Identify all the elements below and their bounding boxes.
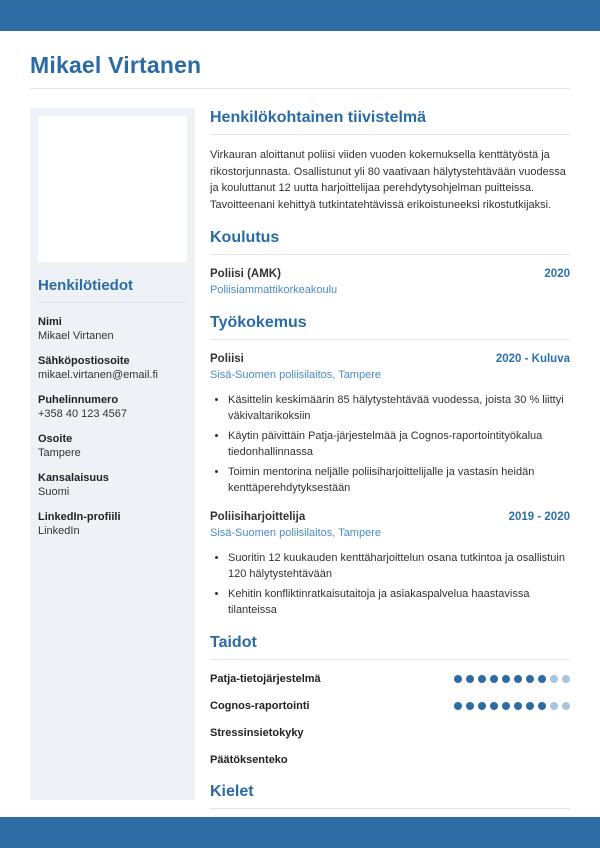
rating-dot xyxy=(478,675,486,683)
section-summary xyxy=(210,109,570,213)
sidebar-fields xyxy=(38,315,187,538)
experience-bullet: • Toimin mentorina neljälle poliisiharjoittelijalle ja vastasin heidän kenttäperehdytyksestään xyxy=(228,464,570,496)
experience-entry xyxy=(210,510,570,618)
experience-bullets xyxy=(210,550,570,618)
skill-row xyxy=(210,699,570,713)
sidebar-field-value: LinkedIn xyxy=(38,525,80,537)
rating-dot xyxy=(562,702,570,710)
sidebar-field-label: Osoite xyxy=(38,433,73,445)
sidebar-field xyxy=(38,471,187,499)
sidebar-field-label: Nimi xyxy=(38,316,62,328)
degree-title: Poliisi (AMK) xyxy=(210,268,281,280)
sidebar-field-value: Tampere xyxy=(38,447,81,459)
skill-row-label: Cognos-raportointi xyxy=(210,700,310,712)
sidebar-field xyxy=(38,315,187,343)
experience-bullet: • Suoritin 12 kuukauden kenttäharjoittelun osana tutkintoa ja osallistuin 120 hälytystehtävään xyxy=(228,550,570,582)
sidebar-field-value: Mikael Virtanen xyxy=(38,330,114,342)
sidebar-field-value: mikael.virtanen@email.fi xyxy=(38,369,158,381)
section-education xyxy=(210,229,570,298)
education-entry xyxy=(210,267,570,298)
summary-text: Virkauran aloittanut poliisi viiden vuoden kokemuksella kenttätyöstä ja rikostorjunnasta. Osallistunut yli 80 vaativaan hälytystehtävään vuodessa ja kouluttanut 12 uutta harjoittelijaa perehdytysohjelman puitteissa. Tavoitteenani kehittyä tutkintatehtävissä erikoistuneeksi rikostutkijaksi. xyxy=(210,149,566,211)
education-heading: Koulutus xyxy=(210,229,570,255)
rating-dot xyxy=(478,702,486,710)
rating-dot xyxy=(502,675,510,683)
experience-bullet: • Käsittelin keskimäärin 85 hälytystehtävää vuodessa, joista 30 % liittyi väkivaltarikoksiin xyxy=(228,392,570,424)
sidebar-field xyxy=(38,354,187,382)
sidebar-field-label: Sähköpostiosoite xyxy=(38,355,130,367)
top-accent-bar xyxy=(0,0,600,31)
sidebar-field xyxy=(38,432,187,460)
skills-items xyxy=(210,672,570,767)
skill-row xyxy=(210,726,570,740)
rating-dot xyxy=(454,675,462,683)
employer-name: Sisä-Suomen poliisilaitos, Tampere xyxy=(210,527,381,539)
skill-row-label: Päätöksenteko xyxy=(210,754,288,766)
sidebar-field-label: Puhelinnumero xyxy=(38,394,119,406)
profile-photo-placeholder xyxy=(38,116,187,262)
rating-dot xyxy=(466,675,474,683)
page-title: Mikael Virtanen xyxy=(30,52,202,78)
resume-content xyxy=(0,31,600,848)
rating-dot xyxy=(454,702,462,710)
sidebar xyxy=(30,108,195,800)
job-title: Poliisi xyxy=(210,353,244,365)
rating-dot xyxy=(562,675,570,683)
summary-heading: Henkilökohtainen tiivistelmä xyxy=(210,109,570,135)
sidebar-field-value: Suomi xyxy=(38,486,70,498)
sidebar-field-label: Kansalaisuus xyxy=(38,472,109,484)
rating-dot xyxy=(466,702,474,710)
skill-row xyxy=(210,672,570,686)
experience-entry xyxy=(210,352,570,496)
skill-row-dots xyxy=(450,702,570,710)
job-title: Poliisiharjoittelija xyxy=(210,511,306,523)
employer-name: Sisä-Suomen poliisilaitos, Tampere xyxy=(210,369,381,381)
languages-heading: Kielet xyxy=(210,783,570,809)
section-skills xyxy=(210,634,570,767)
rating-dot xyxy=(550,702,558,710)
rating-dot xyxy=(514,702,522,710)
sidebar-field xyxy=(38,510,187,538)
sidebar-field-value: +358 40 123 4567 xyxy=(38,408,128,420)
rating-dot xyxy=(550,675,558,683)
rating-dot xyxy=(538,675,546,683)
experience-bullet: • Kehitin konfliktinratkaisutaitoja ja asiakaspalvelua haastavissa tilanteissa xyxy=(228,586,570,618)
skills-heading: Taidot xyxy=(210,634,570,660)
rating-dot xyxy=(526,702,534,710)
experience-entry-head xyxy=(210,510,570,525)
sidebar-heading: Henkilötiedot xyxy=(38,277,187,303)
school-name: Poliisiammattikorkeakoulu xyxy=(210,284,338,296)
skill-row xyxy=(210,753,570,767)
skill-row-label: Stressinsietokyky xyxy=(210,727,304,739)
sidebar-field xyxy=(38,393,187,421)
rating-dot xyxy=(526,675,534,683)
education-date: 2020 xyxy=(544,268,570,280)
education-items xyxy=(210,267,570,298)
experience-bullets xyxy=(210,392,570,496)
experience-bullet: • Käytin päivittäin Patja-järjestelmää ja Cognos-raportointityökalua tiedonhallinnassa xyxy=(228,428,570,460)
skill-row-dots xyxy=(450,675,570,683)
skill-row-label: Patja-tietojärjestelmä xyxy=(210,673,321,685)
rating-dot xyxy=(514,675,522,683)
rating-dot xyxy=(502,702,510,710)
rating-dot xyxy=(538,702,546,710)
experience-date: 2019 - 2020 xyxy=(508,511,570,523)
experience-entry-head xyxy=(210,352,570,367)
experience-date: 2020 - Kuluva xyxy=(495,353,570,365)
rating-dot xyxy=(490,702,498,710)
rating-dot xyxy=(490,675,498,683)
main-column xyxy=(195,108,570,848)
resume-columns xyxy=(30,108,570,848)
experience-heading: Työkokemus xyxy=(210,314,570,340)
bottom-accent-bar xyxy=(0,817,600,848)
experience-items xyxy=(210,352,570,618)
sidebar-field-label: LinkedIn-profiili xyxy=(38,511,121,523)
name-divider xyxy=(30,88,570,89)
section-experience xyxy=(210,314,570,618)
education-entry-head xyxy=(210,267,570,282)
